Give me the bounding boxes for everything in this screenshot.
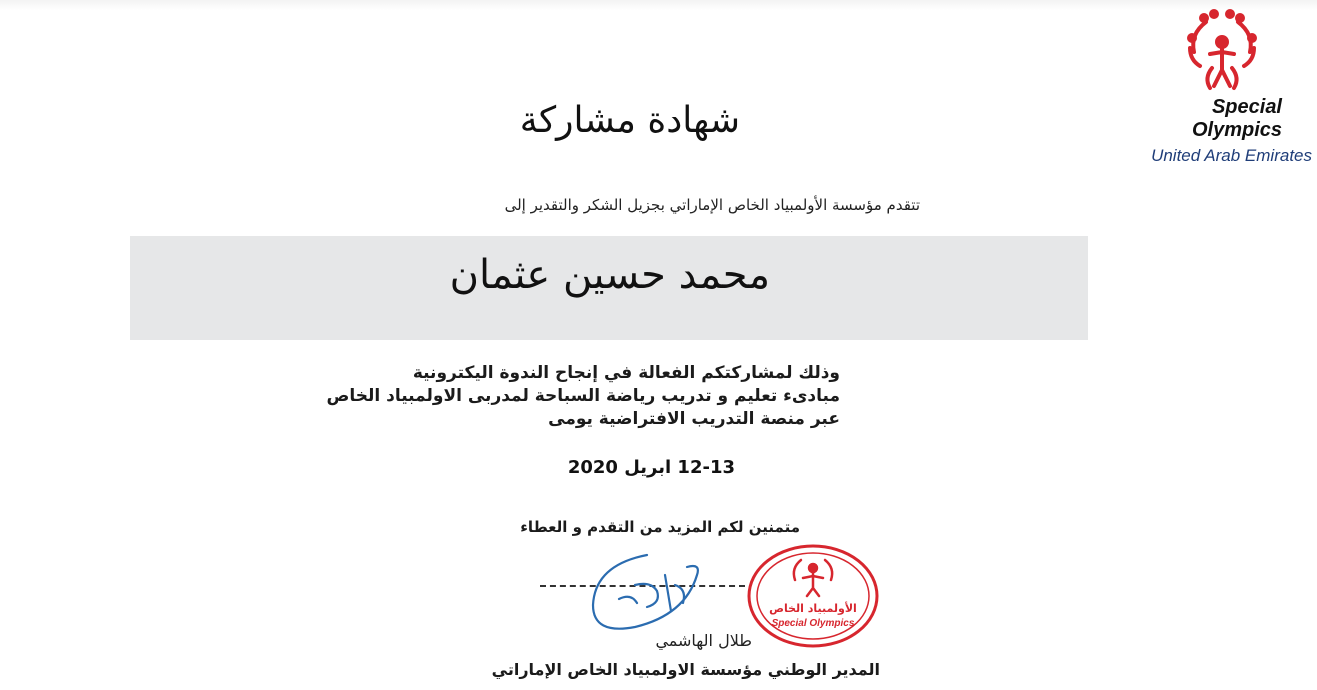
certificate-intro: تتقدم مؤسسة الأولمبياد الخاص الإماراتي بجزيل الشكر والتقدير إلى [504, 196, 920, 214]
official-stamp [745, 542, 881, 650]
body-line: مبادىء تعليم و تدريب رياضة السباحة لمدربى الاولمبياد الخاص [326, 386, 840, 406]
certificate-title: شهادة مشاركة [519, 100, 740, 141]
closing-wish: متمنين لكم المزيد من التقدم و العطاء [520, 518, 800, 536]
certificate-body [300, 362, 840, 431]
special-olympics-emblem-icon [1184, 8, 1260, 94]
logo-text-olympics: Olympics [1191, 119, 1282, 141]
logo-text-uae: United Arab Emirates [1151, 146, 1312, 165]
special-olympics-logo [1128, 8, 1314, 168]
event-date: 12-13 ابريل 2020 [567, 457, 735, 478]
logo-text-special: Special [1211, 96, 1282, 118]
stamp-english-text: Special Olympics [771, 618, 855, 629]
recipient-name: محمد حسين عثمان [449, 252, 770, 298]
signer-position: المدير الوطني مؤسسة الاولمبياد الخاص الإماراتي [491, 660, 880, 679]
page-top-edge [0, 0, 1317, 10]
body-line: عبر منصة التدريب الافتراضية يومى [548, 409, 840, 429]
body-line: وذلك لمشاركتكم الفعالة في إنجاح الندوة اليكترونية [412, 363, 840, 383]
signer-name: طلال الهاشمي [655, 631, 752, 650]
stamp-arabic-text: الأولمبياد الخاص [769, 602, 857, 615]
handwritten-signature [575, 545, 715, 645]
